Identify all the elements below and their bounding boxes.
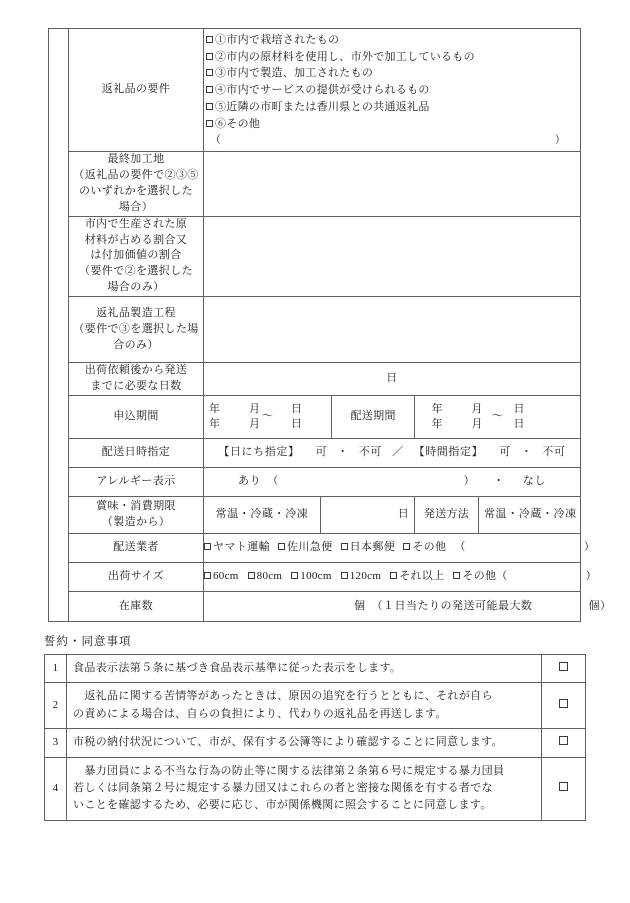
period-inner-table — [204, 396, 580, 438]
checkbox-icon[interactable] — [206, 103, 213, 110]
table-row — [45, 757, 586, 820]
time-designation-head: 【時間指定】 — [413, 446, 484, 459]
stock-note-open: （１日当たりの発送可能最大数 — [371, 599, 533, 612]
requirement-other-input-row[interactable] — [206, 132, 580, 149]
row-label-text: 返礼品の要件 — [101, 82, 171, 95]
carrier-option-yamato[interactable] — [204, 541, 270, 553]
size-option-60-label: 60cm — [213, 570, 239, 583]
row-value-requirements — [204, 29, 581, 152]
checkbox-icon[interactable] — [341, 572, 348, 579]
date-designation-no[interactable]: 不可 — [358, 446, 382, 459]
requirement-option-2[interactable] — [206, 49, 580, 66]
size-option-100[interactable] — [291, 570, 331, 582]
separator-dot: ・ — [337, 446, 349, 459]
table-row-days-to-ship — [49, 363, 581, 396]
checkbox-icon[interactable] — [206, 36, 213, 43]
table-row-manufacturing-process — [49, 297, 581, 363]
size-option-other[interactable] — [453, 570, 496, 582]
row-label-requirements — [69, 29, 204, 152]
table-row-stock — [49, 592, 581, 622]
row-value-delivery-datetime — [204, 439, 581, 468]
row-label-line-3: 合のみ） — [113, 338, 159, 351]
checkbox-icon[interactable] — [206, 69, 213, 76]
time-designation-yes[interactable]: 可 — [499, 446, 511, 459]
size-option-100-label: 100cm — [300, 570, 332, 583]
pledge-item-text — [67, 655, 542, 683]
pledge-item-line: 食品表示法第５条に基づき食品表示基準に従った表示をします。 — [73, 662, 402, 674]
checkbox-icon[interactable] — [559, 699, 568, 708]
period-tilde: 〜 — [491, 410, 504, 423]
checkbox-icon[interactable] — [390, 572, 397, 579]
allergy-no-label[interactable]: なし — [522, 475, 546, 488]
size-option-60[interactable] — [204, 570, 239, 582]
pledge-item-number: 3 — [45, 729, 67, 757]
spec-table-container — [48, 28, 612, 622]
row-label-line-5: 場合のみ） — [107, 281, 165, 294]
checkbox-icon[interactable] — [559, 662, 568, 671]
apply-to-month: 月 — [249, 418, 261, 431]
row-label-expiry — [69, 497, 204, 534]
paren-open: （ — [210, 134, 222, 147]
row-label-carrier: 配送業者 — [69, 534, 204, 563]
delivery-to-day: 日 — [513, 418, 526, 431]
carrier-option-sagawa-label: 佐川急便 — [287, 541, 333, 554]
delivery-period-label: 配送期間 — [332, 396, 415, 438]
pledge-table-container — [44, 654, 586, 821]
row-label-days-to-ship — [69, 363, 204, 396]
row-value-shipping-size — [204, 563, 597, 592]
expiry-inner-table — [204, 497, 580, 533]
requirement-option-list — [204, 29, 580, 151]
row-value-expiry — [204, 497, 581, 534]
checkbox-icon[interactable] — [206, 120, 213, 127]
size-option-80-label: 80cm — [256, 570, 283, 583]
time-designation-no[interactable]: 不可 — [542, 446, 566, 459]
requirement-option-2-label: ②市内の原材料を使用し、市外で加工しているもの — [215, 50, 475, 63]
table-row — [45, 729, 586, 757]
row-label-line-2: （返礼品の要件で②③⑤ — [73, 168, 199, 181]
checkbox-icon[interactable] — [248, 572, 255, 579]
table-row-application-period — [49, 396, 581, 439]
row-label-line-2: 材料が占める割合又 — [84, 233, 188, 246]
row-value-allergy — [204, 468, 581, 497]
requirement-option-6-label: ⑥その他 — [215, 117, 261, 130]
table-row-carrier — [49, 534, 581, 563]
expiry-temperature-options[interactable]: 常温・冷蔵・冷凍 — [215, 508, 309, 521]
row-label-stock: 在庫数 — [69, 592, 204, 622]
table-row-requirements — [49, 29, 581, 152]
row-label-line-2: （要件で③を選択した場 — [73, 322, 199, 335]
carrier-paren-close: ） — [583, 541, 596, 554]
table-row-delivery-datetime — [49, 439, 581, 468]
separator-dot: ・ — [520, 446, 533, 459]
checkbox-icon[interactable] — [278, 543, 285, 550]
allergy-paren-close: ） — [463, 475, 476, 488]
requirement-option-4[interactable] — [206, 82, 580, 99]
carrier-option-other[interactable] — [403, 541, 446, 553]
carrier-paren-open: （ — [454, 541, 466, 554]
row-label-delivery-datetime: 配送日時指定 — [69, 439, 204, 468]
checkbox-icon[interactable] — [206, 86, 213, 93]
size-option-120-label: 120cm — [349, 570, 382, 583]
requirement-option-4-label: ④市内でサービスの提供が受けられるもの — [215, 84, 430, 97]
pledge-item-line: いことを確認するため、必要に応じ、市が関係機関に照会することに同意します。 — [73, 799, 492, 812]
requirement-option-5-label: ⑤近隣の市町または香川県との共通返礼品 — [215, 100, 430, 113]
size-option-larger-label: それ以上 — [399, 570, 445, 583]
requirement-option-5[interactable] — [206, 99, 580, 116]
row-label-line-1: 返礼品製造工程 — [96, 306, 176, 319]
ship-method-label: 発送方法 — [415, 497, 479, 533]
row-value-local-material-ratio[interactable] — [204, 216, 581, 297]
apply-from-month: 月 — [249, 402, 261, 415]
separator-dot: ・ — [493, 475, 505, 488]
row-value-stock — [204, 592, 612, 622]
pledge-item-line: 若しくは同条第２号に規定する暴力団又はこれらの者と密接な関係を有する者でな — [73, 781, 493, 794]
row-value-days-to-ship[interactable] — [204, 363, 581, 396]
checkbox-icon[interactable] — [204, 543, 211, 550]
size-option-80[interactable] — [248, 570, 283, 582]
table-row — [45, 683, 586, 729]
row-label-line-3: は付加価値の割合 — [90, 249, 182, 262]
row-label-manufacturing-process — [69, 297, 204, 363]
row-label-application-period — [69, 396, 204, 439]
pledge-item-checkbox-cell[interactable] — [542, 683, 586, 729]
row-label-line-3: のいずれかを選択した — [79, 184, 193, 197]
period-tilde: 〜 — [262, 410, 274, 423]
table-row — [45, 655, 586, 683]
row-value-application-period — [204, 396, 581, 439]
row-label-shipping-size: 出荷サイズ — [69, 563, 204, 592]
requirement-option-1[interactable] — [206, 32, 580, 49]
pledge-section-title: 誓約・同意事項 — [44, 636, 132, 648]
carrier-option-yamato-label: ヤマト運輸 — [213, 541, 270, 554]
application-period-field[interactable] — [204, 396, 332, 438]
requirement-option-3[interactable] — [206, 65, 580, 82]
row-label-line-1: 最終加工地 — [107, 152, 165, 165]
table-row-allergy — [49, 468, 581, 497]
size-option-120[interactable] — [341, 570, 381, 582]
row-label-line-2: までに必要な日数 — [90, 380, 182, 393]
spec-table — [48, 28, 612, 622]
checkbox-icon[interactable] — [559, 782, 568, 791]
checkbox-icon[interactable] — [341, 543, 348, 550]
stock-unit-label: 個 — [354, 599, 366, 612]
row-label-line-4: 場合） — [118, 200, 154, 213]
paren-close: ） — [554, 134, 566, 147]
requirement-option-1-label: ①市内で栽培されたもの — [215, 34, 340, 46]
date-designation-head: 【日にち指定】 — [218, 446, 300, 459]
checkbox-icon[interactable] — [204, 572, 211, 579]
pledge-item-number: 4 — [45, 757, 67, 820]
pledge-item-line: 市税の納付状況について、市が、保有する公簿等により確認することに同意します。 — [73, 736, 503, 749]
row-value-manufacturing-process[interactable] — [204, 297, 581, 363]
allergy-yes-label[interactable]: あり （ — [238, 475, 279, 488]
row-value-carrier — [204, 534, 596, 563]
pledge-item-line: 暴力団員による不当な行為の防止等に関する法律第２条第６号に規定する暴力団員 — [73, 764, 505, 777]
size-option-larger[interactable] — [390, 570, 444, 582]
apply-from-year: 年 — [209, 402, 221, 415]
size-paren-close: ） — [585, 570, 597, 583]
days-unit-label: 日 — [386, 372, 398, 385]
size-paren-open: （ — [496, 570, 508, 583]
row-value-final-processing-place[interactable] — [204, 151, 581, 216]
row-label-allergy: アレルギー表示 — [69, 468, 204, 497]
checkbox-icon[interactable] — [291, 572, 298, 579]
delivery-from-year: 年 — [431, 402, 444, 415]
carrier-option-japanpost[interactable] — [341, 541, 396, 553]
delivery-from-month: 月 — [471, 402, 484, 415]
pledge-item-number: 1 — [45, 655, 67, 683]
pledge-item-number: 2 — [45, 683, 67, 729]
apply-to-day: 日 — [291, 418, 303, 431]
pledge-item-checkbox-cell[interactable] — [542, 655, 586, 683]
row-label-line-1: 出荷依頼後から発送 — [84, 364, 188, 377]
row-label-line-1: 賞味・消費期限 — [96, 500, 176, 513]
row-label-final-processing-place — [69, 151, 204, 216]
carrier-option-other-label: その他 — [412, 541, 447, 554]
requirement-option-3-label: ③市内で製造、加工されたもの — [215, 67, 374, 80]
apply-to-year: 年 — [209, 418, 221, 431]
row-label-local-material-ratio — [69, 216, 204, 297]
ship-method-temperature-options[interactable]: 常温・冷蔵・冷凍 — [478, 497, 580, 533]
row-label-line-1: 市内で生産された原 — [84, 217, 188, 230]
pledge-item-checkbox-cell[interactable] — [542, 757, 586, 820]
apply-from-day: 日 — [291, 402, 303, 415]
size-option-other-label: その他 — [462, 570, 497, 583]
row-label-line-4: （要件で②を選択した — [79, 265, 193, 278]
stock-note-close: 個） — [588, 599, 612, 612]
table-row-local-material-ratio — [49, 216, 581, 297]
row-label-text: 申込期間 — [113, 410, 159, 423]
pledge-item-text — [67, 757, 542, 820]
table-row-expiry — [49, 497, 581, 534]
row-label-line-2: （製造から） — [101, 516, 171, 529]
carrier-option-sagawa[interactable] — [278, 541, 333, 553]
checkbox-icon[interactable] — [206, 53, 213, 60]
table-row-final-processing-place — [49, 151, 581, 216]
delivery-from-day: 日 — [513, 402, 526, 415]
pledge-item-text — [67, 729, 542, 757]
requirement-option-6[interactable] — [206, 116, 580, 133]
checkbox-icon[interactable] — [559, 736, 568, 745]
table-row-shipping-size — [49, 563, 581, 592]
pledge-table — [44, 654, 586, 821]
pledge-item-text — [67, 683, 542, 729]
delivery-period-field[interactable] — [415, 396, 580, 438]
left-gutter-cell — [49, 29, 69, 622]
pledge-item-line: 返礼品に関する苦情等があったときは、原因の追究を行うとともに、それが自ら — [73, 690, 493, 703]
checkbox-icon[interactable] — [453, 572, 460, 579]
delivery-to-month: 月 — [471, 418, 484, 431]
date-designation-yes[interactable]: 可 — [315, 446, 328, 459]
expiry-day-unit: 日 — [397, 508, 410, 521]
delivery-to-year: 年 — [431, 418, 444, 431]
carrier-option-japanpost-label: 日本郵便 — [349, 541, 396, 554]
checkbox-icon[interactable] — [403, 543, 410, 550]
expiry-days-field[interactable] — [321, 497, 415, 533]
slash-separator: ／ — [391, 446, 404, 459]
pledge-item-line: の責めによる場合は、自らの負担により、代わりの返礼品を再送します。 — [73, 707, 447, 720]
pledge-item-checkbox-cell[interactable] — [542, 729, 586, 757]
